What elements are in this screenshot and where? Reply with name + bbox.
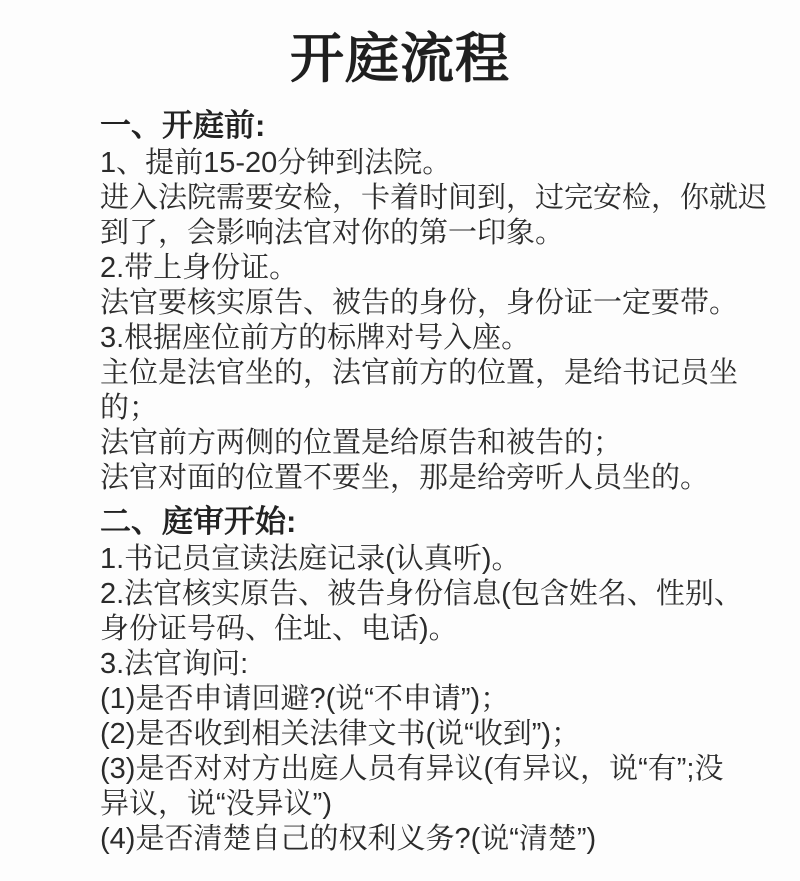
text-line: (2)是否收到相关法律文书(说“收到”)；	[100, 718, 581, 750]
text-line: (4)是否清楚自己的权利义务?(说“清楚”)	[100, 823, 597, 855]
text-line: 1.书记员宣读法庭记录(认真听)。	[100, 543, 521, 575]
text-line: 身份证号码、住址、电话)。	[100, 613, 458, 645]
text-line: 主位是法官坐的，法官前方的位置，是给书记员坐	[100, 357, 739, 389]
text-line: (3)是否对对方出庭人员有异议(有异议，说“有”;没	[100, 753, 724, 785]
section-heading: 一、开庭前:	[100, 108, 266, 143]
text-line: 1、提前15-20分钟到法院。	[100, 147, 452, 179]
text-line: 法官对面的位置不要坐，那是给旁听人员坐的。	[100, 462, 710, 494]
text-line: 法官要核实原告、被告的身份，身份证一定要带。	[100, 287, 739, 319]
text-line: 到了，会影响法官对你的第一印象。	[100, 217, 565, 249]
text-line: 法官前方两侧的位置是给原告和被告的；	[100, 427, 623, 459]
text-line: 异议，说“没异议”)	[100, 788, 332, 820]
text-line: 3.法官询问:	[100, 648, 249, 680]
text-line: 2.法官核实原告、被告身份信息(包含姓名、性别、	[100, 578, 743, 610]
text-line: 3.根据座位前方的标牌对号入座。	[100, 322, 531, 354]
text-line: 2.带上身份证。	[100, 252, 299, 284]
document-body	[0, 88, 800, 857]
page-title: 开庭流程	[290, 29, 510, 89]
text-line: (1)是否申请回避?(说“不申请”)；	[100, 683, 510, 715]
text-line: 的；	[100, 392, 159, 424]
section-heading: 二、庭审开始:	[100, 504, 297, 539]
text-line: 进入法院需要安检，卡着时间到，过完安检，你就迟	[100, 182, 768, 214]
